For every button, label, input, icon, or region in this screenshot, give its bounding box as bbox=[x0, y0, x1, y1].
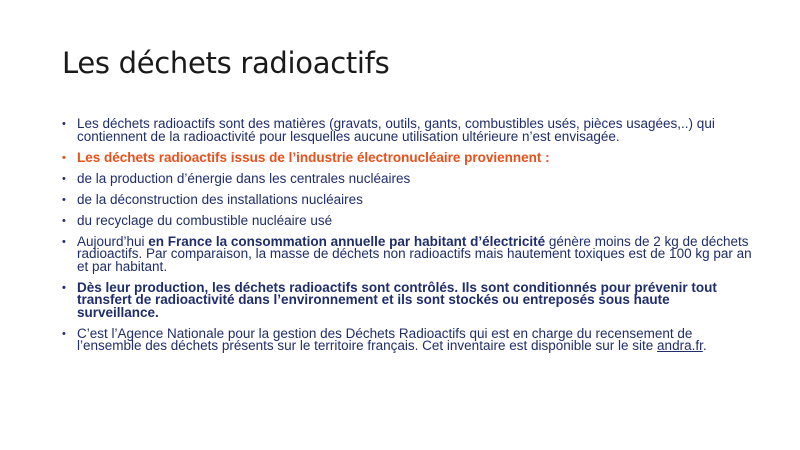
bullet-text: Les déchets radioactifs sont des matières (gravats, outils, gants, combustibles usés, pièces usagées,..) qui contiennent de la radioactivité pour lesquelles aucune utilisation ultérieure n’est envisagée. bbox=[77, 116, 715, 144]
bullet-icon: • bbox=[62, 235, 66, 248]
bullet-list bbox=[62, 118, 752, 361]
bullet-text: Les déchets radioactifs issus de l’industrie électronucléaire proviennent : bbox=[77, 149, 550, 165]
list-item bbox=[62, 191, 752, 207]
bullet-text: du recyclage du combustible nucléaire usé bbox=[77, 212, 333, 228]
list-item bbox=[62, 233, 752, 274]
bullet-icon: • bbox=[62, 214, 66, 227]
list-item bbox=[62, 170, 752, 186]
bullet-text: Dès leur production, les déchets radioactifs sont contrôlés. Ils sont conditionnés pour prévenir tout transfert de radioactivité dans l’environnement et ils sont stockés ou entreposés sous haute surveillance. bbox=[77, 279, 717, 320]
bullet-text-intro: Aujourd’hui bbox=[77, 233, 149, 249]
bullet-icon: • bbox=[62, 327, 66, 340]
bullet-icon: • bbox=[62, 281, 66, 294]
list-item bbox=[62, 149, 752, 165]
slide-title: Les déchets radioactifs bbox=[62, 46, 390, 80]
bullet-text-end: . bbox=[702, 338, 707, 353]
andra-link[interactable]: andra.fr bbox=[657, 338, 703, 353]
bullet-text-emphasis: en France la consommation annuelle par habitant d’électricité bbox=[148, 233, 546, 249]
list-item bbox=[62, 325, 752, 353]
bullet-text-intro: C’est l’Agence Nationale pour la gestion des Déchets Radioactifs qui est en charge du recensement de l’ensemble des déchets présents sur le territoire français. Cet inventaire est disponible sur le site bbox=[77, 325, 693, 353]
list-item bbox=[62, 279, 752, 320]
bullet-icon: • bbox=[62, 151, 66, 164]
bullet-text: de la production d’énergie dans les centrales nucléaires bbox=[77, 170, 411, 186]
bullet-icon: • bbox=[62, 118, 66, 130]
bullet-text-rest: génère moins de 2 kg de déchets radioactifs. Par comparaison, la masse de déchets non radioactifs mais hautement toxiques est de 100 kg par an et par habitant. bbox=[77, 233, 752, 274]
bullet-text: de la déconstruction des installations nucléaires bbox=[77, 191, 363, 207]
list-item bbox=[62, 212, 752, 228]
list-item bbox=[62, 118, 752, 143]
bullet-icon: • bbox=[62, 172, 66, 185]
bullet-icon: • bbox=[62, 193, 66, 206]
